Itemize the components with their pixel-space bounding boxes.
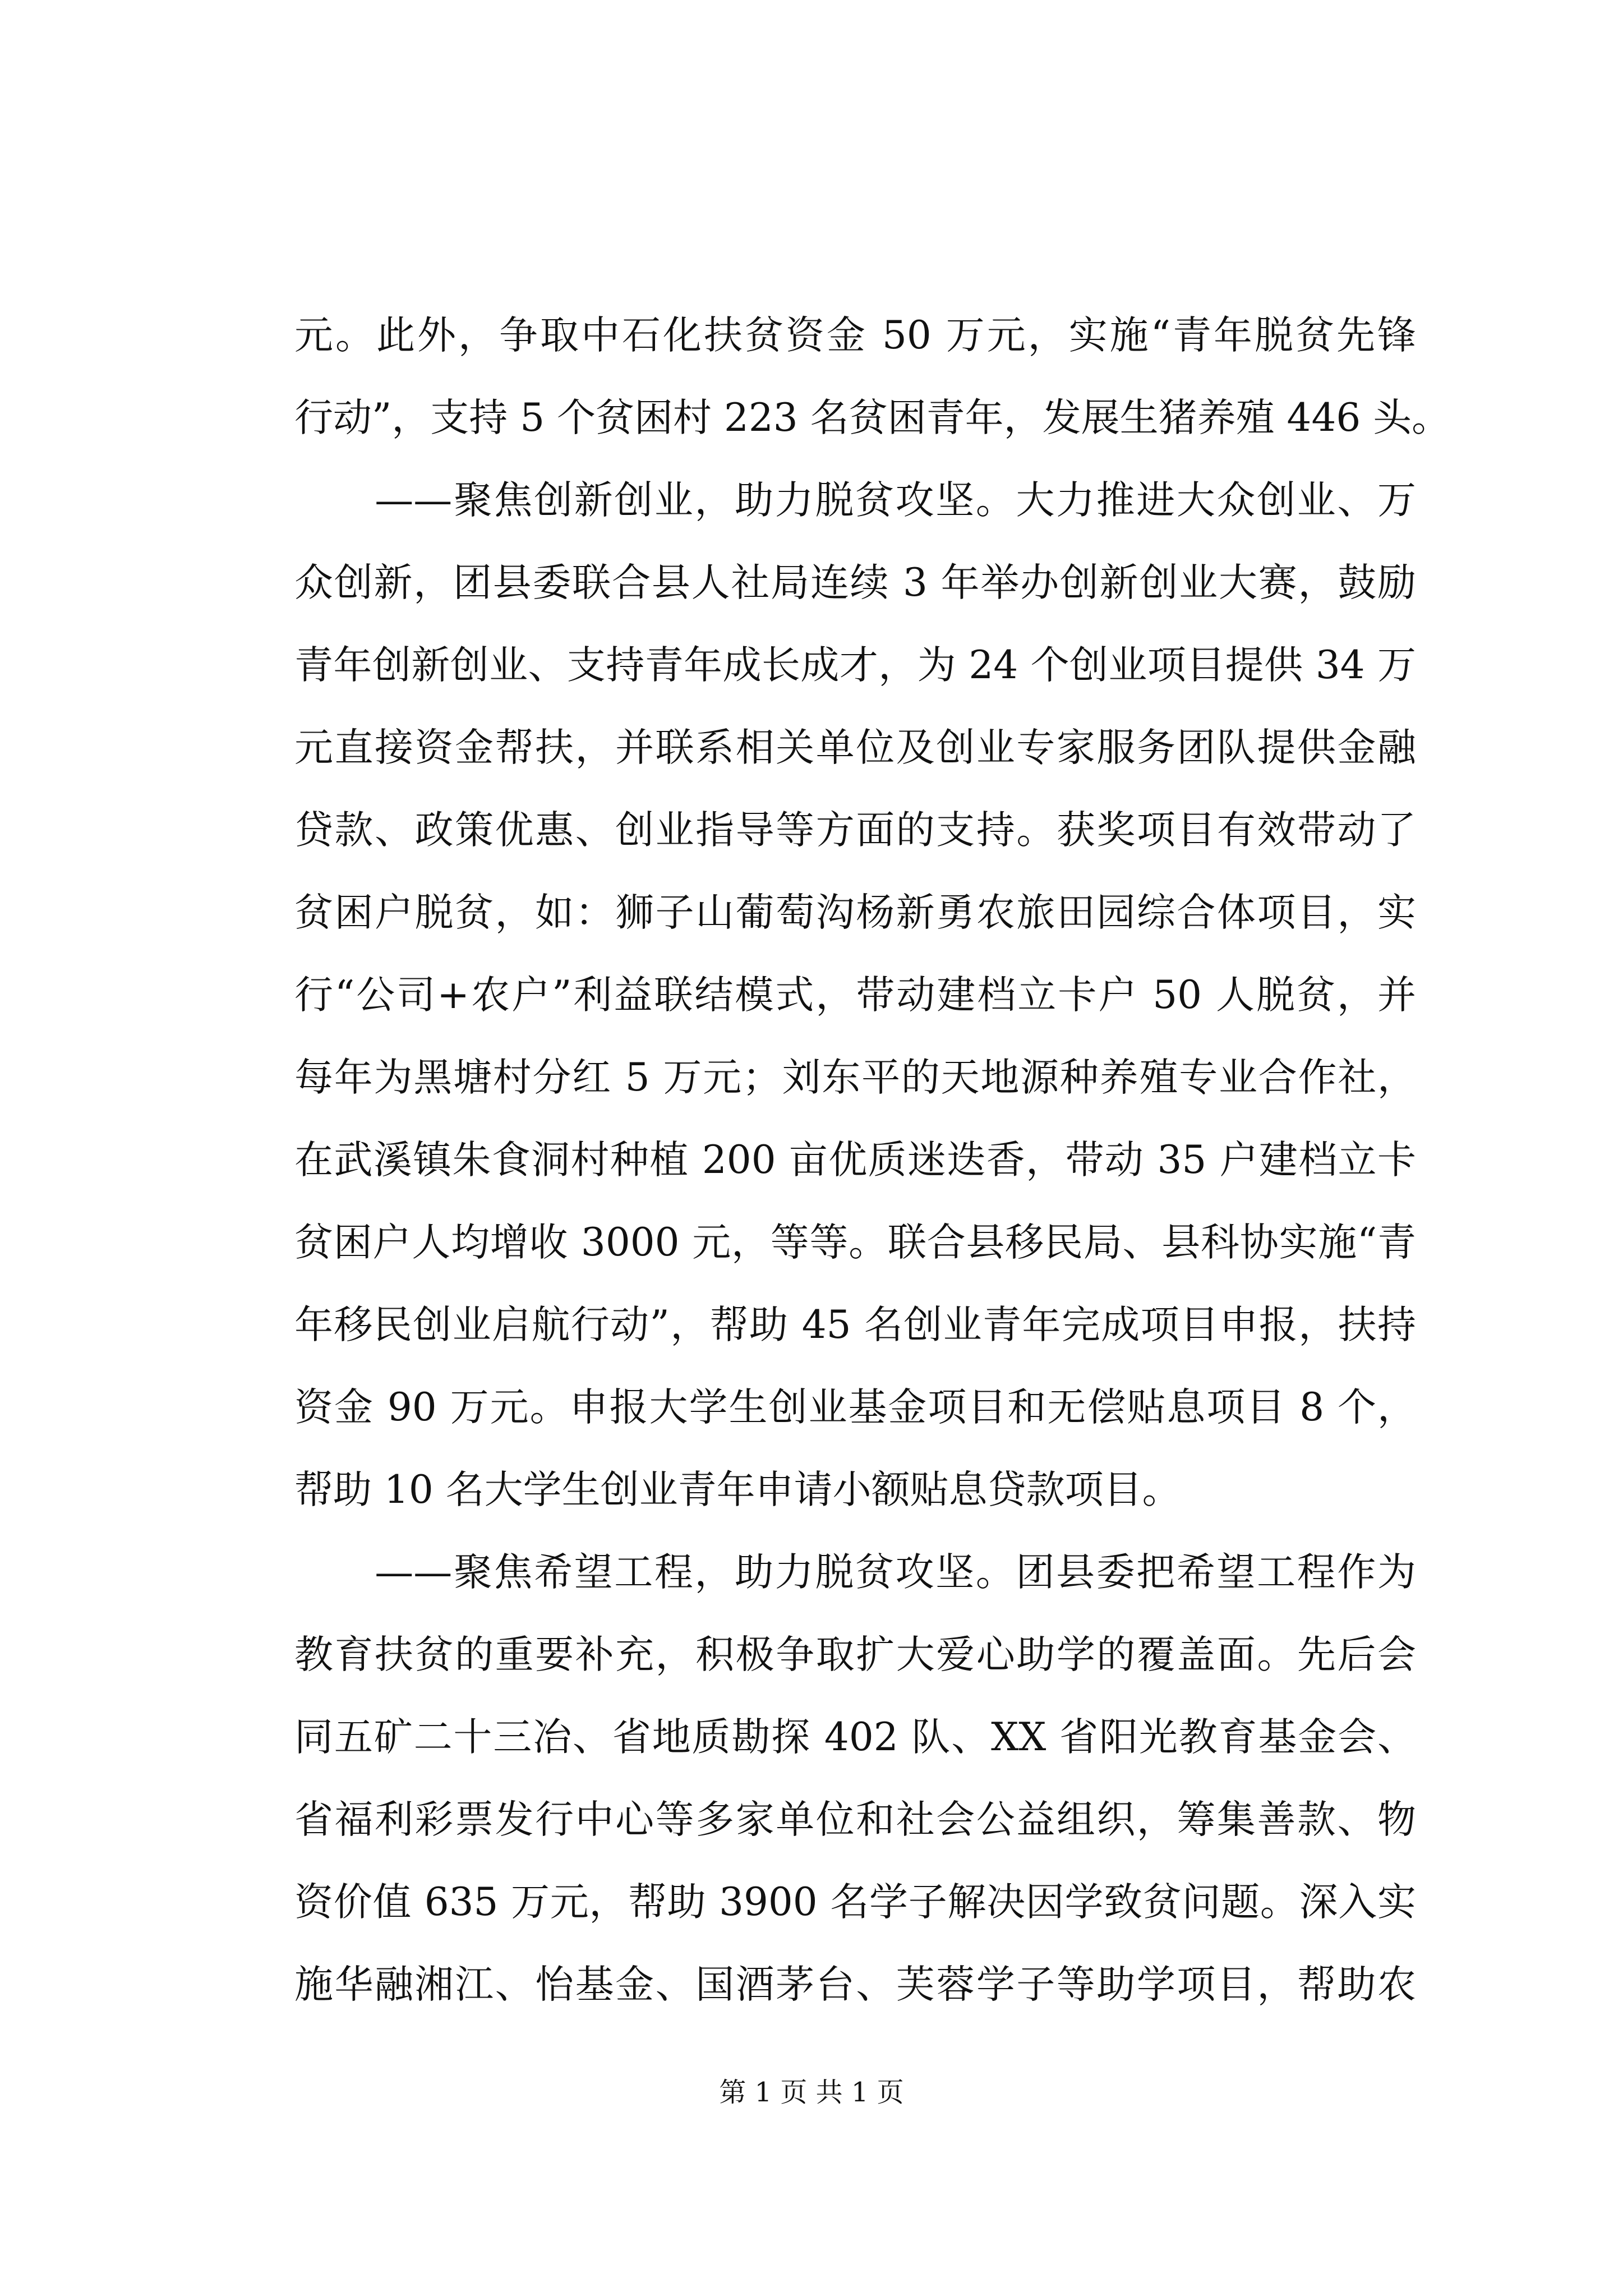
text-line: 施华融湘江、怡基金、国酒茅台、芙蓉学子等助学项目，帮助农 [294,1962,1416,2007]
text-line: 教育扶贫的重要补充，积极争取扩大爱心助学的覆盖面。先后会 [294,1632,1416,1677]
text-line: 贷款、政策优惠、创业指导等方面的支持。获奖项目有效带动了 [294,808,1416,853]
body-text [294,295,1451,2026]
text-line: 在武溪镇朱食洞村种植 200 亩优质迷迭香，带动 35 户建档立卡 [294,1138,1416,1182]
text-line: 贫困户人均增收 3000 元，等等。联合县移民局、县科协实施“青 [294,1220,1416,1265]
text-line: 众创新，团县委联合县人社局连续 3 年举办创新创业大赛，鼓励 [294,560,1416,605]
text-line: 青年创新创业、支持青年成长成才，为 24 个创业项目提供 34 万 [294,643,1416,688]
text-line: 元直接资金帮扶，并联系相关单位及创业专家服务团队提供金融 [294,725,1416,770]
text-line: 资金 90 万元。申报大学生创业基金项目和无偿贴息项目 8 个， [294,1385,1416,1430]
text-line: 帮助 10 名大学生创业青年申请小额贴息贷款项目。 [294,1467,1181,1512]
page-footer [0,2076,1623,2109]
text-line: 行动”，支持 5 个贫困村 223 名贫困青年，发展生猪养殖 446 头。 [294,395,1451,440]
text-line: ——聚焦创新创业，助力脱贫攻坚。大力推进大众创业、万 [294,478,1416,523]
text-line: 年移民创业启航行动”，帮助 45 名创业青年完成项目申报，扶持 [294,1303,1416,1347]
text-line: 同五矿二十三冶、省地质勘探 402 队、XX 省阳光教育基金会、 [294,1715,1416,1760]
text-line: 资价值 635 万元，帮助 3900 名学子解决因学致贫问题。深入实 [294,1880,1416,1925]
page-number-label: 第 1 页 共 1 页 [719,2077,904,2108]
text-line: 元。此外，争取中石化扶贫资金 50 万元，实施“青年脱贫先锋 [294,313,1416,358]
text-line: 贫困户脱贫，如：狮子山葡萄沟杨新勇农旅田园综合体项目，实 [294,890,1416,935]
text-line: 行“公司+农户”利益联结模式，带动建档立卡户 50 人脱贫，并 [294,973,1416,1018]
text-line: 每年为黑塘村分红 5 万元；刘东平的天地源种养殖专业合作社， [294,1055,1416,1100]
text-line: ——聚焦希望工程，助力脱贫攻坚。团县委把希望工程作为 [294,1550,1416,1595]
text-line: 省福利彩票发行中心等多家单位和社会公益组织，筹集善款、物 [294,1797,1416,1842]
